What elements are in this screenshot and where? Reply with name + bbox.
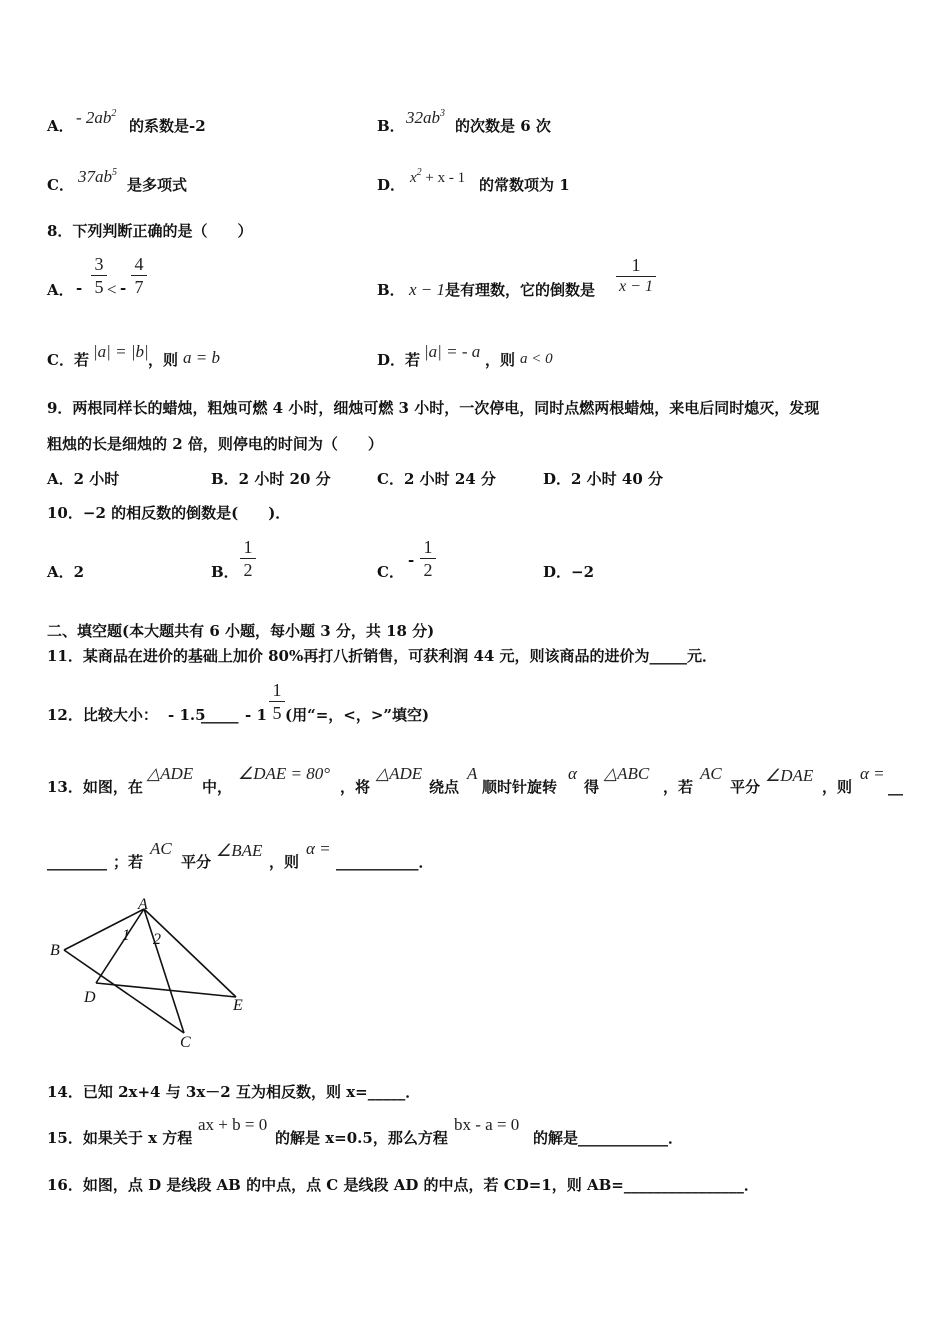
q10-stem: 10．−2 的相反数的倒数是( )． — [47, 504, 291, 522]
q12-right: - 1 — [245, 706, 267, 724]
q14-text: 14．已知 2x+4 与 3x－2 互为相反数，则 x=_____． — [47, 1083, 421, 1101]
line-de — [96, 983, 236, 997]
q13-m9: α = — [860, 764, 885, 783]
q13-blank-end[interactable]: __ — [888, 778, 903, 796]
q8-a-den2: 7 — [134, 277, 144, 297]
q13-l2-m3: α = — [306, 839, 331, 858]
q8-b-den: x − 1 — [619, 278, 653, 295]
q9-option-b: B．2 小时 20 分 — [211, 470, 331, 488]
label-e: E — [233, 997, 243, 1014]
q13-l2-m1: AC — [150, 839, 172, 858]
q15-m1: ax + b = 0 — [198, 1115, 268, 1134]
q13-l2-p2: 平分 — [181, 853, 212, 871]
q10-c-label: C． — [377, 563, 404, 581]
line-ad — [96, 909, 144, 983]
q9-option-c: C．2 小时 24 分 — [377, 470, 496, 488]
q13-p5: 顺时针旋转 — [482, 778, 558, 796]
line-bc — [64, 950, 184, 1033]
q8-a-neg2: - — [120, 279, 127, 297]
q8-a-num1: 3 — [94, 254, 104, 274]
q8-b-text: 是有理数，它的倒数是 — [445, 281, 596, 299]
q9-stem-line1: 9．两根同样长的蜡烛，粗烛可燃 4 小时，细烛可燃 3 小时，一次停电，同时点燃两根蜡烛，来电后同时熄灭，发现 — [47, 399, 820, 417]
q8-stem: 8．下列判断正确的是（ ） — [47, 222, 253, 240]
q15-p3: 的解是____________． — [533, 1129, 684, 1147]
q13-p6: 得 — [584, 778, 600, 796]
q13-m1: △ADE — [147, 764, 194, 783]
q13-p4: 绕点 — [429, 778, 460, 796]
q8-d-label: D．若 — [377, 351, 421, 369]
angle-label-1: 1 — [122, 927, 130, 944]
q13-m7: AC — [700, 764, 722, 783]
q10-c-neg: - — [408, 551, 415, 569]
q13-p7: ，若 — [663, 778, 694, 796]
q9-option-a: A．2 小时 — [47, 470, 120, 488]
q8-c-math2: a = b — [183, 348, 220, 367]
q13-figure — [40, 895, 270, 1055]
q13-m4: A — [467, 764, 478, 783]
q8-a-label: A． — [47, 281, 74, 299]
q7-b-text: 的次数是 6 次 — [455, 117, 551, 135]
q8-a-fraction-2 — [131, 254, 147, 297]
q7-a-text: 的系数是-2 — [129, 117, 206, 135]
q13-l2-blank[interactable]: ________ — [47, 853, 107, 871]
q13-m5: α — [568, 764, 577, 783]
q7-a-math: - $2ab^2$ — [76, 108, 117, 127]
q10-option-a: A．2 — [47, 563, 85, 581]
q12-prefix: 12．比较大小： — [47, 706, 158, 724]
q10-b-label: B． — [211, 563, 239, 581]
q12-den: 5 — [272, 703, 282, 723]
angle-label-2: 2 — [153, 931, 161, 948]
q15-p1: 15．如果关于 x 方程 — [47, 1129, 193, 1147]
q7-c-text: 是多项式 — [127, 176, 188, 194]
q7-b-math: $32ab^3$ — [406, 108, 445, 127]
q15-p2: 的解是 x=0.5，那么方程 — [275, 1129, 448, 1147]
q8-b-label: B． — [377, 281, 405, 299]
q9-option-d: D．2 小时 40 分 — [543, 470, 663, 488]
q13-m8: ∠DAE — [765, 766, 814, 785]
q10-b-num: 1 — [243, 537, 253, 557]
q10-b-fraction — [240, 537, 256, 580]
q7-a-label: A． — [47, 117, 74, 135]
q7-c-math: $37ab^5$ — [78, 167, 117, 186]
q13-p8: 平分 — [730, 778, 761, 796]
section2-title: 二、填空题(本大题共有 6 小题，每小题 3 分，共 18 分) — [47, 622, 435, 640]
label-c: C — [180, 1034, 191, 1051]
q13-p3: ，将 — [340, 778, 371, 796]
label-a: A — [138, 896, 148, 913]
q8-c-math: |a| = |b| — [93, 342, 149, 361]
q13-m2: ∠DAE = 80° — [238, 764, 331, 783]
q12-fraction — [269, 680, 285, 723]
q12-suffix: (用“=，<，>”填空) — [285, 706, 430, 724]
q7-d-label: D． — [377, 176, 406, 194]
q8-a-fraction-1 — [91, 254, 107, 297]
q10-option-d: D．−2 — [543, 563, 595, 581]
q12-blank[interactable]: _____ — [201, 706, 239, 724]
q8-b-math: x − 1 — [409, 280, 446, 299]
q12-left: - 1.5 — [168, 706, 206, 724]
q7-c-label: C． — [47, 176, 74, 194]
q7-b-label: B． — [377, 117, 405, 135]
q7-d-text: 的常数项为 1 — [479, 176, 570, 194]
q12-num: 1 — [272, 680, 282, 700]
q8-c-label: C．若 — [47, 351, 89, 369]
q13-l2-m2: ∠BAE — [216, 841, 263, 860]
q8-b-fraction — [616, 255, 656, 298]
q8-a-den1: 5 — [94, 277, 104, 297]
label-d: D — [84, 989, 96, 1006]
q15-m2: bx - a = 0 — [454, 1115, 520, 1134]
q13-p9: ，则 — [822, 778, 853, 796]
q9-stem-line2: 粗烛的长是细烛的 2 倍，则停电的时间为（ ） — [47, 435, 383, 453]
q8-a-num2: 4 — [134, 254, 144, 274]
q10-b-den: 2 — [243, 560, 253, 580]
q8-d-math: |a| = - a — [424, 342, 481, 361]
q13-l2-blank2[interactable]: ___________． — [336, 853, 434, 871]
q13-l2-p1: ；若 — [113, 853, 144, 871]
q10-c-fraction — [420, 537, 436, 580]
q13-m3: △ADE — [376, 764, 423, 783]
q8-a-less-than: < — [107, 280, 117, 299]
q8-a-neg1: - — [76, 279, 83, 297]
q8-b-num: 1 — [631, 255, 641, 275]
q10-c-num: 1 — [423, 537, 433, 557]
q8-d-then: ，则 — [485, 351, 516, 369]
q10-c-den: 2 — [423, 560, 433, 580]
q13-m6: △ABC — [604, 764, 650, 783]
q13-p1: 13．如图，在 — [47, 778, 143, 796]
q8-c-then: ，则 — [148, 351, 179, 369]
line-ab — [64, 909, 144, 950]
q16-text: 16．如图，点 D 是线段 AB 的中点，点 C 是线段 AD 的中点，若 CD=1，则 AB=________________． — [47, 1176, 759, 1194]
q13-l2-p3: ，则 — [269, 853, 300, 871]
q7-d-math: $x^2 + x - 1$ — [410, 167, 466, 186]
q11-text: 11．某商品在进价的基础上加价 80%再打八折销售，可获利润 44 元，则该商品的进价为_____元． — [47, 647, 718, 665]
q13-p2: 中， — [202, 778, 233, 796]
label-b: B — [50, 942, 60, 959]
q8-d-math2: a < 0 — [520, 351, 553, 367]
